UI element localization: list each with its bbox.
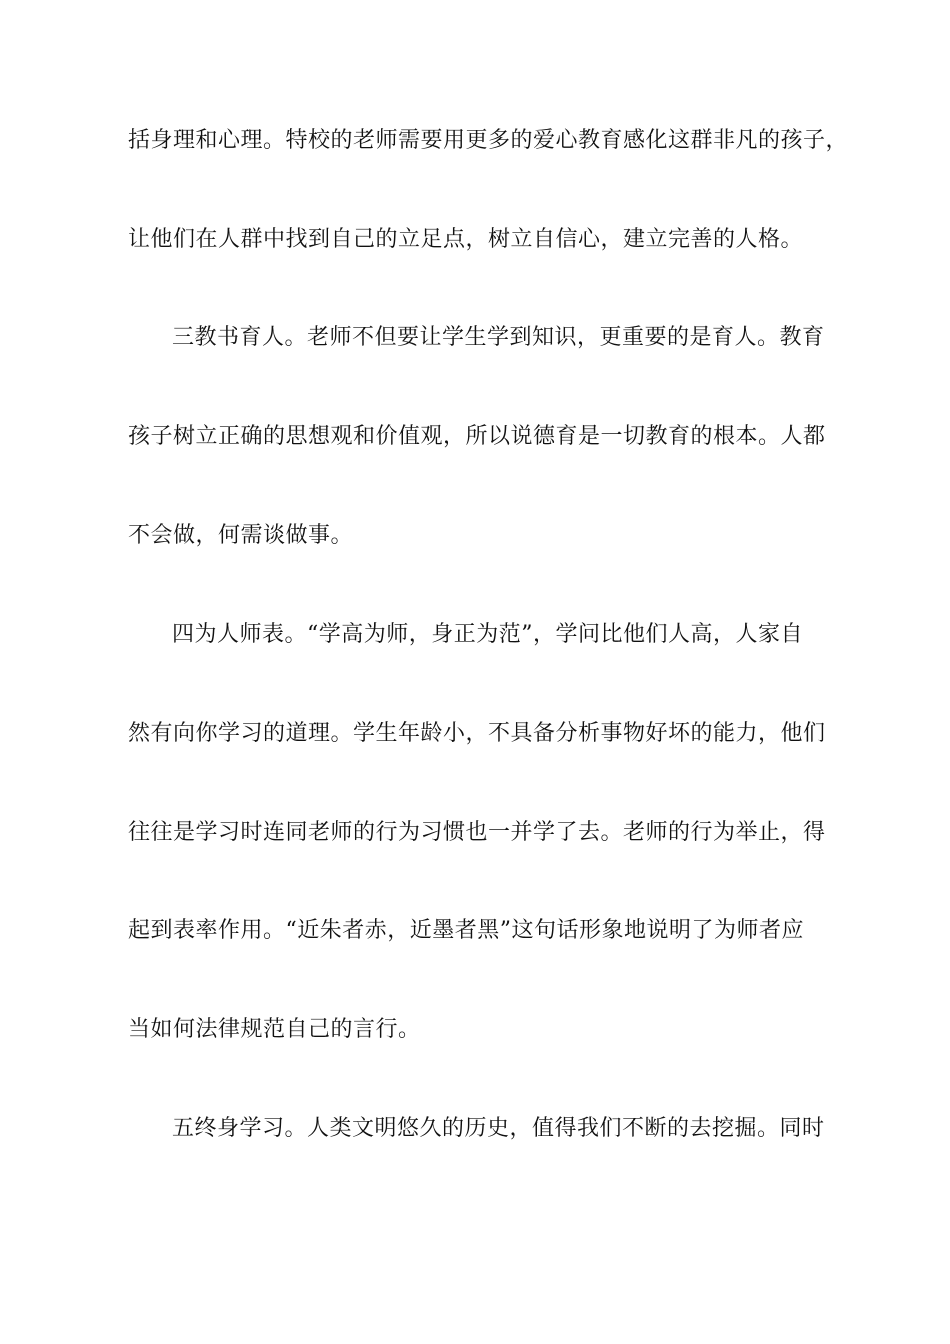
- text-line: 往往是学习时连同老师的行为习惯也一并学了去。老师的行为举止，得: [128, 820, 826, 845]
- text-line: 孩子树立正确的思想观和价值观，所以说德育是一切教育的根本。人都: [128, 424, 826, 449]
- text-line: 括身理和心理。特校的老师需要用更多的爱心教育感化这群非凡的孩子，: [128, 128, 849, 153]
- paragraph-start-line: 四为人师表。“学高为师，身正为范”，学问比他们人高，人家自: [172, 622, 803, 647]
- paragraph-start-line: 五终身学习。人类文明悠久的历史，值得我们不断的去挖掘。同时: [172, 1116, 825, 1141]
- text-line: 不会做，何需谈做事。: [128, 523, 354, 548]
- text-line: 起到表率作用。“近朱者赤，近墨者黑”这句话形象地说明了为师者应: [128, 918, 804, 943]
- paragraph-start-line: 三教书育人。老师不但要让学生学到知识，更重要的是育人。教育: [172, 325, 825, 350]
- text-line: 当如何法律规范自己的言行。: [128, 1017, 421, 1042]
- text-line: 然有向你学习的道理。学生年龄小，不具备分析事物好坏的能力，他们: [128, 721, 826, 746]
- text-line: 让他们在人群中找到自己的立足点，树立自信心，建立完善的人格。: [128, 227, 804, 252]
